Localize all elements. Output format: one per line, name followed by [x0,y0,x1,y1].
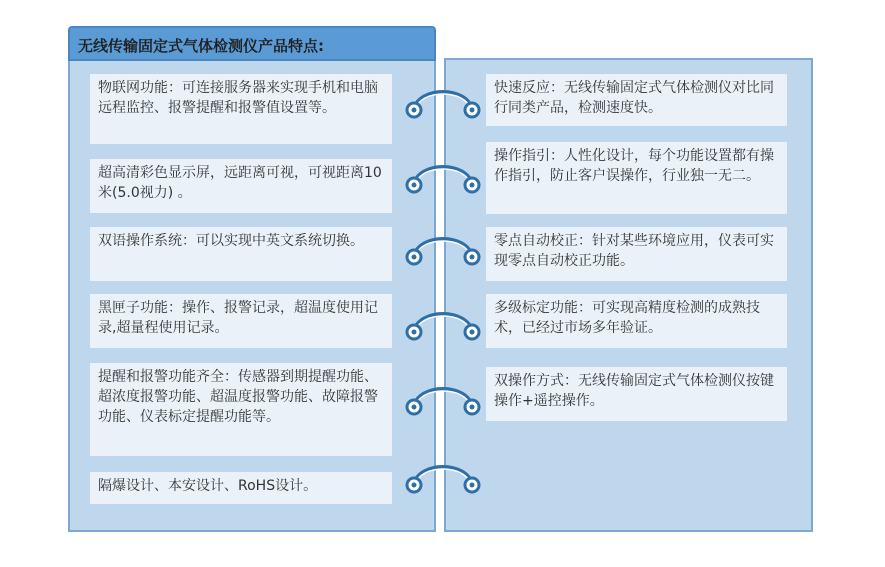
left-feature-card-1: 物联网功能：可连接服务器来实现手机和电脑远程监控、报警提醒和报警值设置等。 [90,74,392,144]
left-feature-card-4: 黑匣子功能：操作、报警记录，超温度使用记录,超量程使用记录。 [90,294,392,348]
right-feature-card-4: 多级标定功能：可实现高精度检测的成熟技术，已经过市场多年验证。 [486,294,787,348]
left-feature-card-6: 隔爆设计、本安设计、RoHS设计。 [90,472,392,504]
left-feature-card-2: 超高清彩色显示屏，远距离可视，可视距离10米(5.0视力) 。 [90,159,392,213]
binder-ring [407,167,479,192]
binder-ring [407,92,479,117]
right-feature-card-1: 快速反应：无线传输固定式气体检测仪对比同行同类产品，检测速度快。 [486,74,787,126]
right-feature-card-2: 操作指引：人性化设计，每个功能设置都有操作指引，防止客户误操作，行业独一无二。 [486,142,787,214]
left-feature-card-5: 提醒和报警功能齐全：传感器到期提醒功能、超浓度报警功能、超温度报警功能、故障报警功能、仪表标定提醒功能等。 [90,363,392,456]
binder-ring [407,314,479,339]
page-title: 无线传输固定式气体检测仪产品特点: [68,26,436,61]
binder-rings [398,0,488,567]
right-feature-card-3: 零点自动校正：针对某些环境应用，仪表可实现零点自动校正功能。 [486,227,787,281]
binder-ring [407,389,479,414]
right-feature-card-5: 双操作方式：无线传输固定式气体检测仪按键操作+遥控操作。 [486,367,787,421]
binder-ring [407,239,479,264]
binder-ring [407,467,479,492]
left-feature-card-3: 双语操作系统：可以实现中英文系统切换。 [90,227,392,281]
